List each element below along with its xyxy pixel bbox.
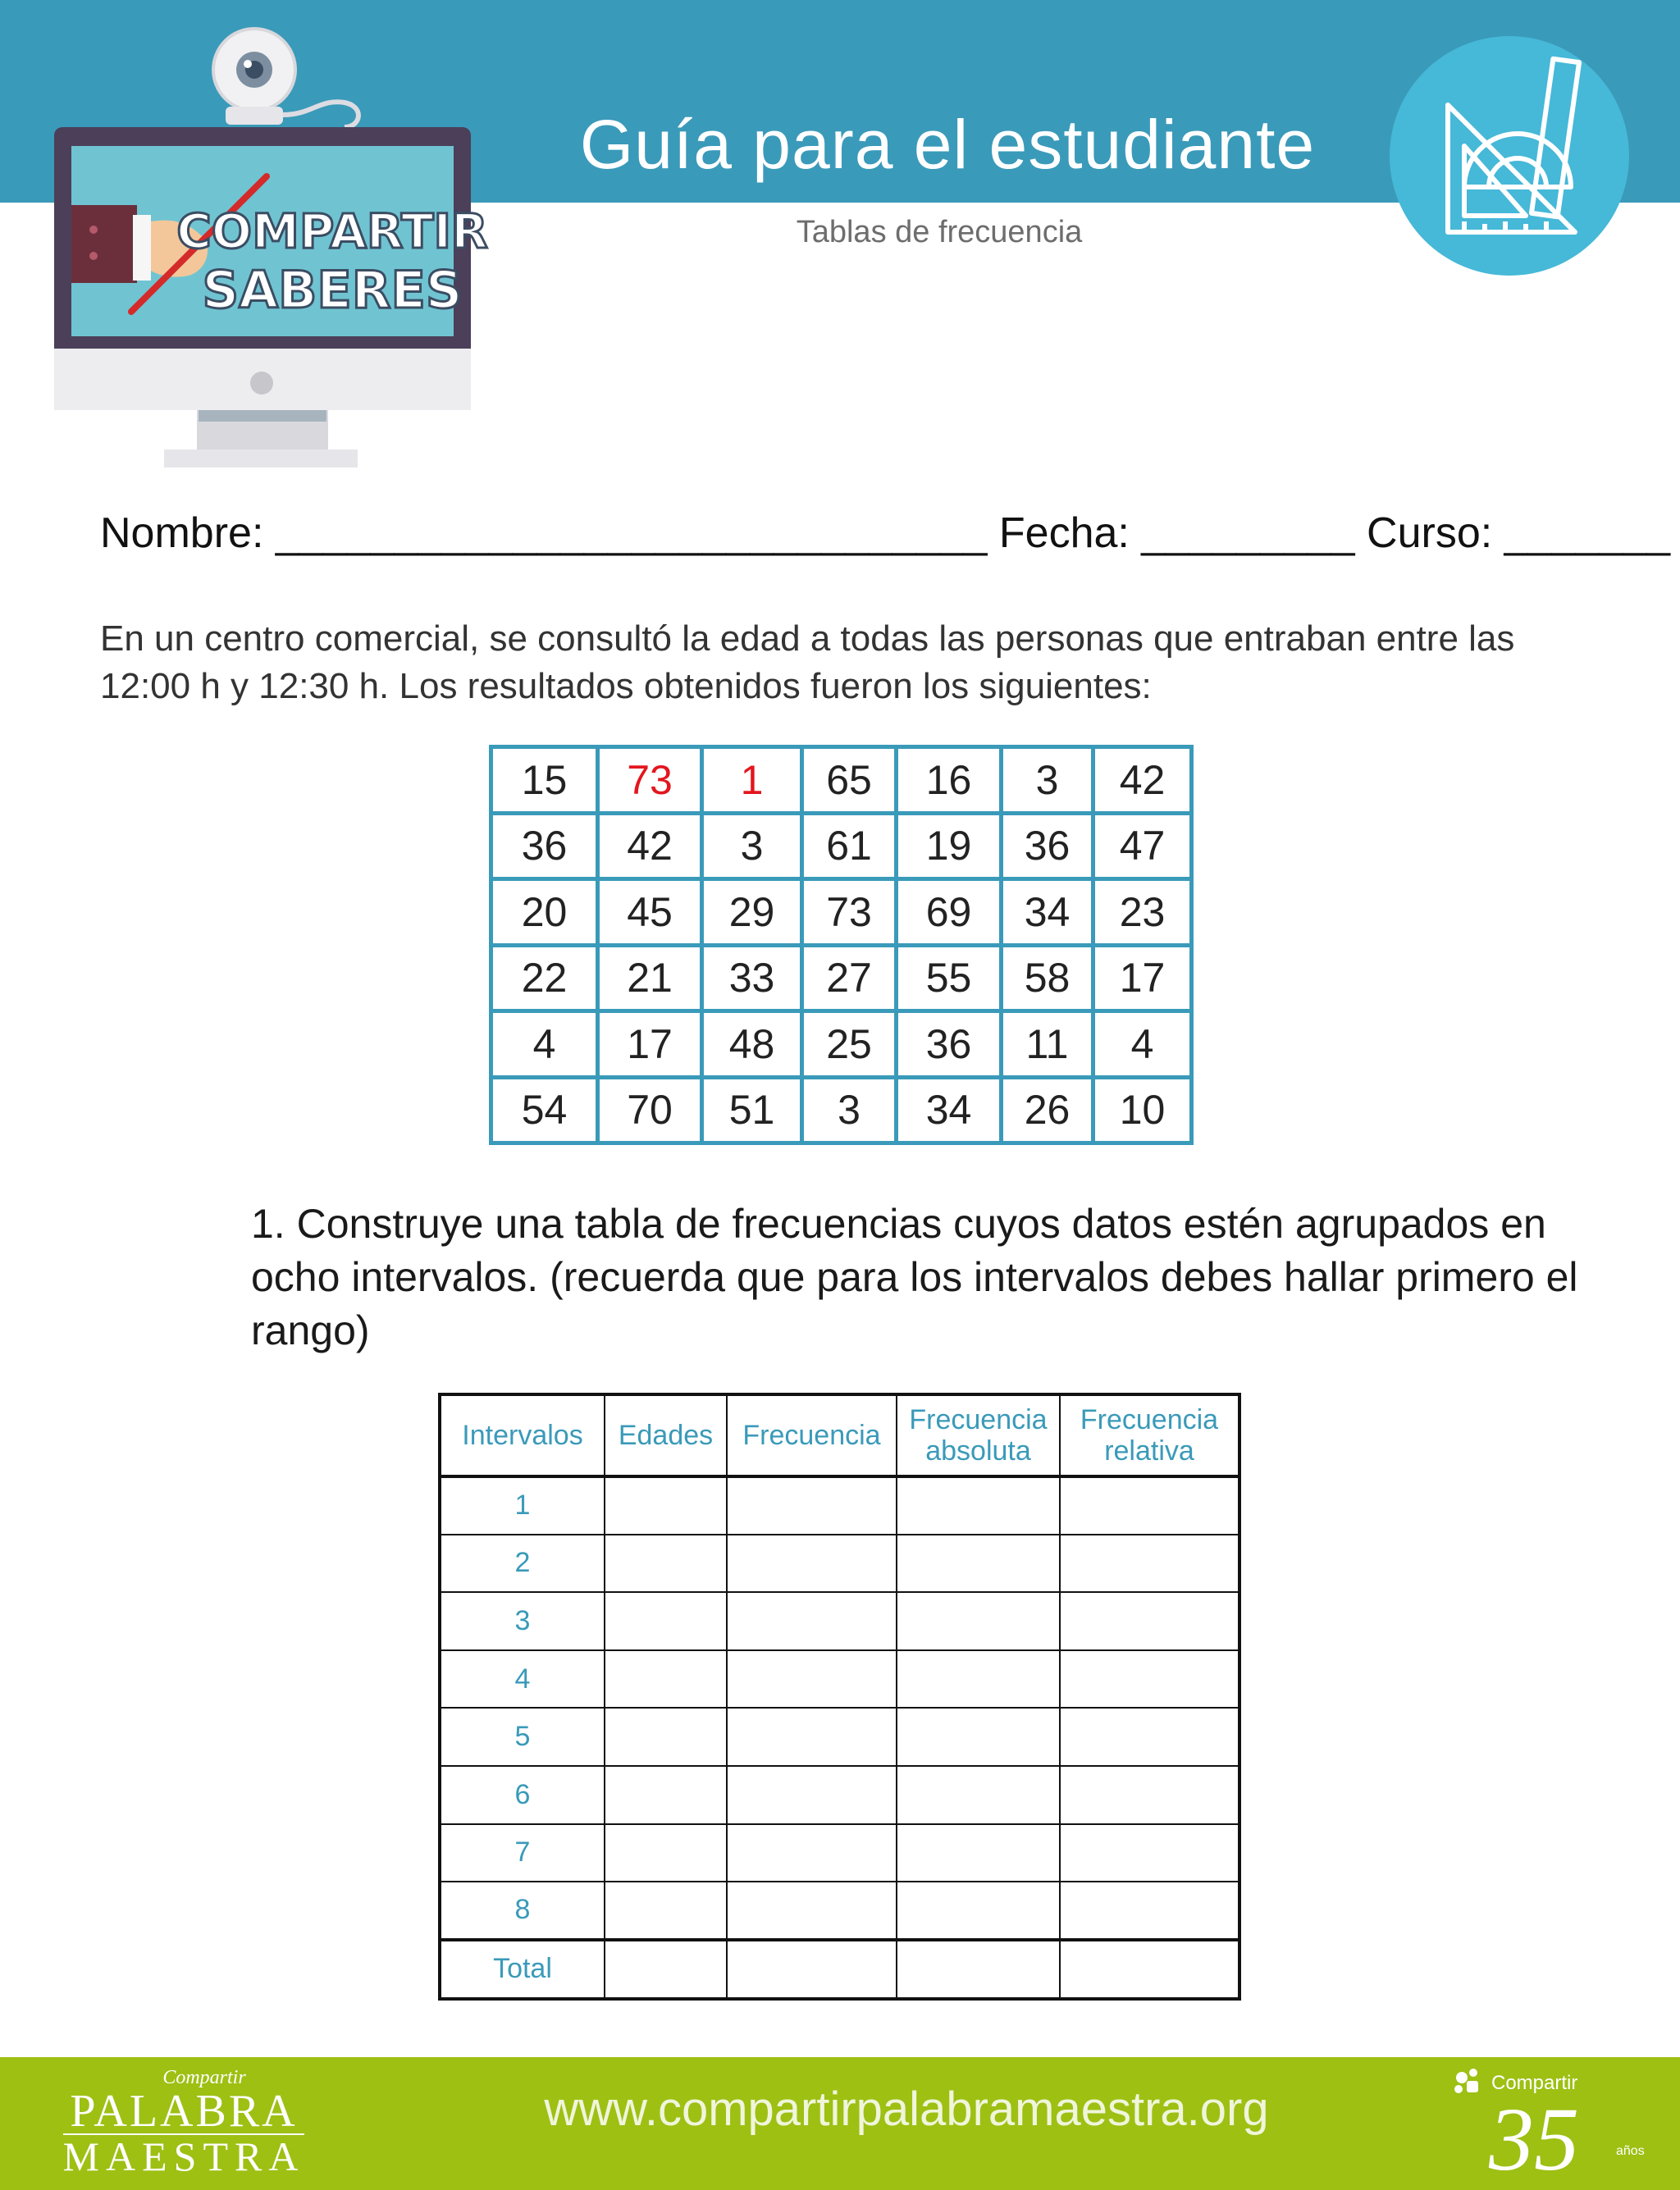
blank-cell[interactable] bbox=[1060, 1592, 1239, 1650]
page-title: Guía para el estudiante bbox=[579, 106, 1316, 183]
blank-cell[interactable] bbox=[897, 1882, 1060, 1940]
data-row bbox=[491, 747, 1192, 814]
blank-cell[interactable] bbox=[897, 1940, 1060, 1999]
logo-small-text: Compartir bbox=[162, 2067, 246, 2088]
data-cell: 17 bbox=[598, 1011, 702, 1078]
data-cell: 42 bbox=[1093, 747, 1192, 814]
blank-cell[interactable] bbox=[727, 1708, 897, 1766]
data-cell: 69 bbox=[897, 879, 1002, 946]
interval-number: 5 bbox=[440, 1708, 605, 1766]
freq-row bbox=[440, 1535, 1239, 1593]
blank-cell[interactable] bbox=[727, 1940, 897, 1999]
blank-cell[interactable] bbox=[727, 1650, 897, 1709]
interval-number: 2 bbox=[440, 1535, 605, 1593]
data-cell: 48 bbox=[702, 1011, 802, 1078]
data-row bbox=[491, 945, 1192, 1011]
logo-compartir-word: Compartir bbox=[1491, 2072, 1578, 2094]
data-cell: 34 bbox=[1002, 879, 1093, 946]
blank-cell[interactable] bbox=[1060, 1824, 1239, 1882]
freq-row bbox=[440, 1476, 1239, 1535]
blank-cell[interactable] bbox=[897, 1824, 1060, 1882]
data-cell: 29 bbox=[702, 879, 802, 946]
data-cell: 73 bbox=[802, 879, 897, 946]
data-cell: 22 bbox=[491, 945, 598, 1011]
data-cell: 33 bbox=[702, 945, 802, 1011]
compartir-palabra-maestra-logo bbox=[52, 2067, 315, 2182]
ages-data-table bbox=[489, 745, 1194, 1145]
compartir-35-logo bbox=[1444, 2063, 1649, 2182]
interval-number: 6 bbox=[440, 1766, 605, 1824]
math-tools-logo bbox=[1386, 31, 1632, 281]
data-cell: 11 bbox=[1002, 1011, 1093, 1078]
data-cell: 58 bbox=[1002, 945, 1093, 1011]
logo-anos-text: años bbox=[1616, 2144, 1645, 2158]
data-cell: 36 bbox=[897, 1011, 1002, 1078]
data-cell: 1 bbox=[702, 747, 802, 814]
data-row bbox=[491, 1011, 1192, 1078]
freq-header: Frecuencia relativa bbox=[1060, 1394, 1239, 1476]
freq-row bbox=[440, 1824, 1239, 1882]
blank-cell[interactable] bbox=[727, 1824, 897, 1882]
data-cell: 51 bbox=[702, 1077, 802, 1143]
freq-row bbox=[440, 1882, 1239, 1940]
data-cell: 36 bbox=[1002, 813, 1093, 879]
data-row bbox=[491, 813, 1192, 879]
problem-intro: En un centro comercial, se consultó la edad a todas las personas que entraban entre las 12:00 h y 12:30 h. Los resultados obtenidos fueron los siguientes: bbox=[100, 618, 1515, 706]
data-cell: 47 bbox=[1093, 813, 1192, 879]
data-cell: 4 bbox=[491, 1011, 598, 1078]
blank-cell[interactable] bbox=[1060, 1766, 1239, 1824]
data-cell: 21 bbox=[598, 945, 702, 1011]
freq-header: Frecuencia absoluta bbox=[897, 1394, 1060, 1476]
freq-header: Intervalos bbox=[440, 1394, 605, 1476]
data-cell: 15 bbox=[491, 747, 598, 814]
freq-header: Frecuencia bbox=[727, 1394, 897, 1476]
student-info-line: Nombre: ______________________________ Fecha: _________ Curso: _______ bbox=[100, 509, 1671, 557]
data-cell: 70 bbox=[598, 1077, 702, 1143]
data-cell: 65 bbox=[802, 747, 897, 814]
data-cell: 73 bbox=[598, 747, 702, 814]
blank-cell[interactable] bbox=[897, 1650, 1060, 1709]
blank-cell[interactable] bbox=[605, 1535, 727, 1593]
blank-cell[interactable] bbox=[897, 1476, 1060, 1535]
data-cell: 54 bbox=[491, 1077, 598, 1143]
blank-cell[interactable] bbox=[1060, 1535, 1239, 1593]
data-row bbox=[491, 1077, 1192, 1143]
blank-cell[interactable] bbox=[1060, 1940, 1239, 1999]
data-cell: 45 bbox=[598, 879, 702, 946]
blank-cell[interactable] bbox=[897, 1766, 1060, 1824]
freq-row bbox=[440, 1766, 1239, 1824]
blank-cell[interactable] bbox=[1060, 1708, 1239, 1766]
data-cell: 25 bbox=[802, 1011, 897, 1078]
data-cell: 17 bbox=[1093, 945, 1192, 1011]
blank-cell[interactable] bbox=[605, 1650, 727, 1709]
question-1: 1. Construye una tabla de frecuencias cuyos datos estén agrupados en ocho intervalos. (recuerda que para los intervalos debes hallar primero el rango) bbox=[251, 1201, 1578, 1353]
blank-cell[interactable] bbox=[605, 1476, 727, 1535]
data-cell: 10 bbox=[1093, 1077, 1192, 1143]
data-cell: 3 bbox=[702, 813, 802, 879]
blank-cell[interactable] bbox=[727, 1766, 897, 1824]
freq-row bbox=[440, 1592, 1239, 1650]
data-cell: 20 bbox=[491, 879, 598, 946]
data-cell: 4 bbox=[1093, 1011, 1192, 1078]
blank-cell[interactable] bbox=[605, 1766, 727, 1824]
blank-cell[interactable] bbox=[897, 1708, 1060, 1766]
data-cell: 55 bbox=[897, 945, 1002, 1011]
blank-cell[interactable] bbox=[605, 1592, 727, 1650]
data-cell: 3 bbox=[1002, 747, 1093, 814]
blank-cell[interactable] bbox=[605, 1882, 727, 1940]
data-cell: 16 bbox=[897, 747, 1002, 814]
blank-cell[interactable] bbox=[1060, 1650, 1239, 1709]
total-label: Total bbox=[440, 1940, 605, 1999]
data-cell: 36 bbox=[491, 813, 598, 879]
data-cell: 19 bbox=[897, 813, 1002, 879]
blank-cell[interactable] bbox=[605, 1708, 727, 1766]
compartir-symbol-icon bbox=[1454, 2069, 1478, 2093]
data-row bbox=[491, 879, 1192, 946]
blank-cell[interactable] bbox=[727, 1592, 897, 1650]
compartir-saberes-logo bbox=[49, 25, 492, 476]
blank-cell[interactable] bbox=[727, 1882, 897, 1940]
data-cell: 61 bbox=[802, 813, 897, 879]
blank-cell[interactable] bbox=[727, 1476, 897, 1535]
logo-35-number: 35 bbox=[1489, 2089, 1579, 2182]
interval-number: 7 bbox=[440, 1824, 605, 1882]
interval-number: 3 bbox=[440, 1592, 605, 1650]
freq-total-row bbox=[440, 1940, 1239, 1999]
freq-row bbox=[440, 1708, 1239, 1766]
blank-cell[interactable] bbox=[897, 1535, 1060, 1593]
freq-row bbox=[440, 1650, 1239, 1709]
data-cell: 27 bbox=[802, 945, 897, 1011]
interval-number: 4 bbox=[440, 1650, 605, 1709]
blank-cell[interactable] bbox=[1060, 1476, 1239, 1535]
blank-cell[interactable] bbox=[605, 1940, 727, 1999]
interval-number: 1 bbox=[440, 1476, 605, 1535]
data-cell: 26 bbox=[1002, 1077, 1093, 1143]
blank-cell[interactable] bbox=[897, 1592, 1060, 1650]
blank-cell[interactable] bbox=[1060, 1882, 1239, 1940]
freq-header: Edades bbox=[605, 1394, 727, 1476]
interval-number: 8 bbox=[440, 1882, 605, 1940]
frequency-table bbox=[438, 1393, 1241, 2001]
logo-text-saberes: SABERES bbox=[202, 260, 463, 320]
footer-url: www.compartirpalabramaestra.org bbox=[544, 2083, 1269, 2136]
data-cell: 23 bbox=[1093, 879, 1192, 946]
blank-cell[interactable] bbox=[727, 1535, 897, 1593]
data-cell: 3 bbox=[802, 1077, 897, 1143]
logo-big-text: PALABRA bbox=[63, 2089, 304, 2135]
logo-text-compartir: COMPARTIR bbox=[176, 203, 488, 259]
blank-cell[interactable] bbox=[605, 1824, 727, 1882]
logo-bottom-text: MAESTRA bbox=[62, 2133, 305, 2179]
data-cell: 42 bbox=[598, 813, 702, 879]
page-subtitle: Tablas de frecuencia bbox=[796, 215, 1083, 249]
data-cell: 34 bbox=[897, 1077, 1002, 1143]
